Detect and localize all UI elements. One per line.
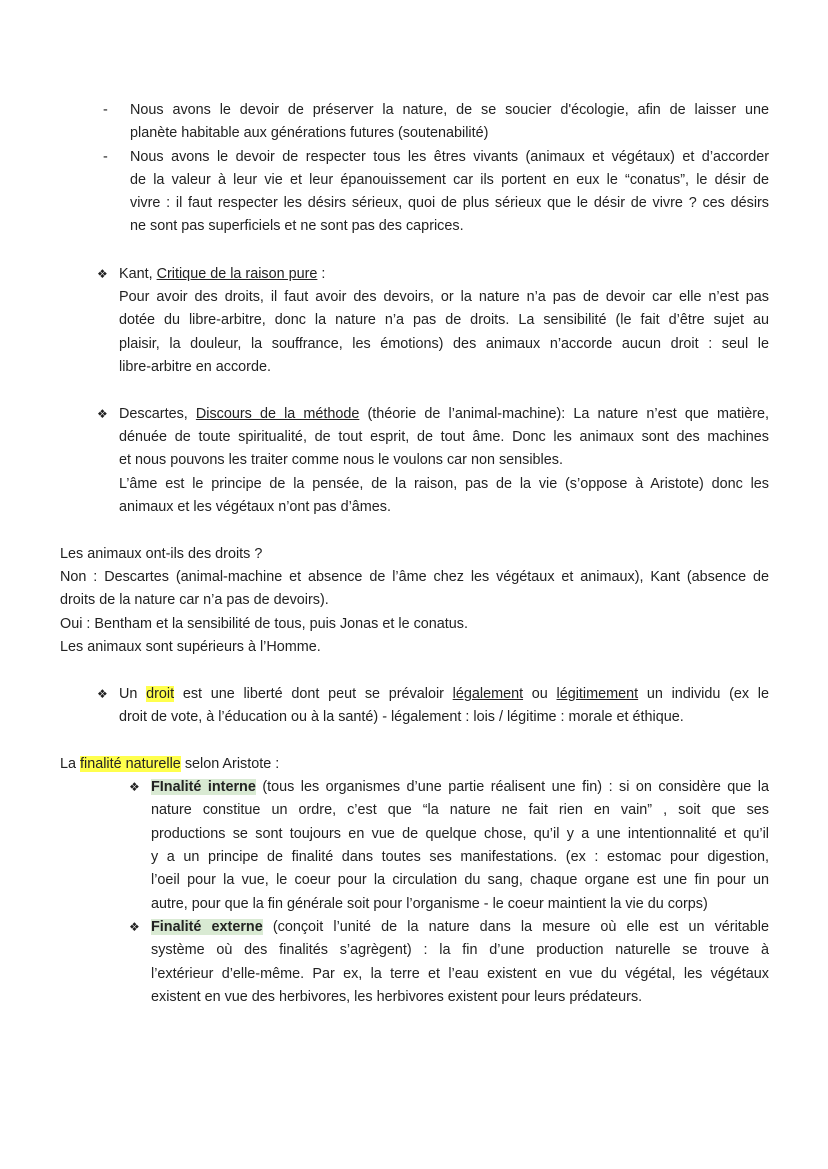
finalite-pre: La <box>60 756 81 772</box>
descartes-line5: animaux et les végétaux n’ont pas d’âmes. <box>119 499 391 515</box>
diamond-bullet-icon: ❖ <box>97 687 108 701</box>
dash2-line1: Nous avons le devoir de respecter tous les êtres vivants (animaux et végétaux) et d’accorder <box>130 149 769 165</box>
descartes-line1-rest: (théorie de l’animal-machine): La nature n’est que matière, <box>359 406 769 422</box>
descartes-heading <box>119 403 769 426</box>
externe-line1-rest: (conçoit l’unité de la nature dans la mesure où elle est un véritable <box>262 919 769 935</box>
interne-line4: y a un principe de finalité dans toutes ses manifestations. (ex : estomac pour digestion, <box>151 849 769 865</box>
droit-mid1: est une liberté dont peut se prévaloir <box>174 686 453 702</box>
diamond-bullet-icon: ❖ <box>97 407 108 421</box>
interne-line3: productions se sont toujours en vue de quelque chose, qu’il y a une intentionnalité et qu’il <box>151 826 769 842</box>
kant-author: Kant, <box>119 266 157 282</box>
droit-mid2: ou <box>523 686 557 702</box>
question-line3: droits de la nature car n’a pas de devoirs). <box>60 592 329 608</box>
legitimement-term: légitimement <box>556 686 639 702</box>
question-line1: Les animaux ont-ils des droits ? <box>60 546 263 562</box>
externe-line2: système où des finalités s’agrègent) : la fin d’une production naturelle se trouve à <box>151 942 769 958</box>
droit-post: un individu (ex le <box>638 686 769 702</box>
descartes-line4: L’âme est le principe de la pensée, de la raison, pas de la vie (s’oppose à Aristote) donc les <box>119 476 769 492</box>
descartes-author: Descartes, <box>119 406 196 422</box>
dash-marker: - <box>103 102 108 118</box>
interne-term: FInalité interne <box>151 779 256 795</box>
diamond-bullet-icon: ❖ <box>129 920 140 934</box>
dash2-line2: de la valeur à leur vie et leur épanouissement car ils portent en eux le “conatus”, le désir de <box>130 172 769 188</box>
finalite-highlight: finalité naturelle <box>80 756 181 772</box>
kant-colon: : <box>317 266 326 282</box>
interne-line5: l’oeil pour la vue, le coeur pour la circulation du sang, chaque organe est une fin pour un <box>151 872 769 888</box>
dash2-line3: vivre : il faut respecter les désirs sérieux, quoi de plus sérieux que le désir de vivre ? ces désirs <box>130 195 769 211</box>
externe-term: Finalité externe <box>151 919 263 935</box>
interne-line1-rest: (tous les organismes d’une partie réalisent une fin) : si on considère que la <box>255 779 769 795</box>
finalite-post: selon Aristote : <box>180 756 280 772</box>
diamond-bullet-icon: ❖ <box>129 780 140 794</box>
externe-line4: existent en vue des herbivores, les herbivores existent pour leurs prédateurs. <box>151 989 643 1005</box>
externe-line1 <box>151 916 769 939</box>
kant-line2: Pour avoir des droits, il faut avoir des devoirs, or la nature n’a pas de devoir car elle n’est pas <box>119 289 769 305</box>
kant-line3: dotée du libre-arbitre, donc la nature n’a pas de droits. La sensibilité (le fait d’être sujet au <box>119 312 769 328</box>
kant-line5: libre-arbitre en accorde. <box>119 359 271 375</box>
dash1-line2: planète habitable aux générations futures (soutenabilité) <box>130 125 489 141</box>
interne-line6: autre, pour que la fin générale soit pour l’organisme - le coeur maintient la vie du corps) <box>151 896 708 912</box>
kant-book-title: Critique de la raison pure <box>156 266 318 282</box>
droit-highlight: droit <box>146 686 175 702</box>
question-line2: Non : Descartes (animal-machine et absence de l’âme chez les végétaux et animaux), Kant (absence de <box>60 569 769 585</box>
descartes-book-title: Discours de la méthode <box>195 406 360 422</box>
kant-heading <box>119 263 325 286</box>
question-line4: Oui : Bentham et la sensibilité de tous, puis Jonas et le conatus. <box>60 616 468 632</box>
descartes-line2: dénuée de toute spiritualité, de tout esprit, de tout âme. Donc les animaux sont des machines <box>119 429 769 445</box>
interne-line2: nature constitue un ordre, c’est que “la nature ne fait rien en vain” , soit que ses <box>151 802 769 818</box>
dash1-line1: Nous avons le devoir de préserver la nature, de se soucier d'écologie, afin de laisser une <box>130 102 769 118</box>
descartes-line3: et nous pouvons les traiter comme nous le voulons car non sensibles. <box>119 452 563 468</box>
externe-line3: l’extérieur d’elle-même. Par ex, la terre et l’eau existent en vue du végétal, les végétaux <box>151 966 769 982</box>
dash-marker: - <box>103 149 108 165</box>
droit-line2: droit de vote, à l’éducation ou à la santé) - légalement : lois / légitime : morale et éthique. <box>119 709 684 725</box>
diamond-bullet-icon: ❖ <box>97 267 108 281</box>
finalite-heading <box>60 753 279 776</box>
dash2-line4: ne sont pas superficiels et ne sont pas des caprices. <box>130 218 464 234</box>
legalement-term: légalement <box>452 686 524 702</box>
interne-line1 <box>151 776 769 799</box>
droit-pre: Un <box>119 686 147 702</box>
droit-line1 <box>119 683 769 706</box>
kant-line4: plaisir, la douleur, la souffrance, les émotions) des animaux n’accorde aucun droit : seul le <box>119 336 769 352</box>
question-line5: Les animaux sont supérieurs à l’Homme. <box>60 639 321 655</box>
